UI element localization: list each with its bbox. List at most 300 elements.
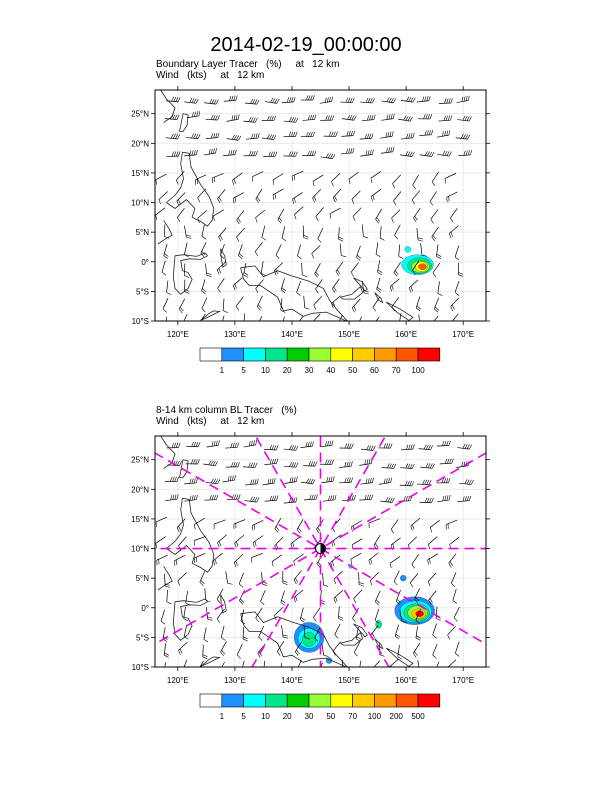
wind-barb <box>417 96 430 102</box>
wind-barb <box>184 478 197 484</box>
wind-barb <box>447 660 456 673</box>
lat-label: 10°N <box>131 544 149 554</box>
colorbar-swatch <box>374 348 396 361</box>
wind-barb <box>245 479 258 485</box>
tracer-contour <box>400 575 406 581</box>
wind-barb <box>265 98 279 103</box>
wind-barb <box>313 175 323 186</box>
wind-barb <box>282 226 286 240</box>
wind-barb <box>420 151 434 156</box>
wind-barb <box>352 299 360 312</box>
wind-barb <box>174 555 185 566</box>
wind-barb <box>331 173 340 186</box>
wind-barb <box>300 608 305 623</box>
wind-barb <box>281 663 286 677</box>
wind-barb <box>246 133 259 139</box>
wind-barb <box>458 263 463 277</box>
wind-barb <box>332 296 341 308</box>
wind-barb <box>301 479 315 484</box>
wind-barb <box>370 572 378 585</box>
lat-label: 10°S <box>131 663 149 672</box>
wind-barb <box>372 317 380 331</box>
coastline <box>166 498 213 572</box>
wind-barb <box>239 573 243 588</box>
colorbar-label: 1 <box>219 712 225 721</box>
wind-barb <box>394 262 401 276</box>
colorbar-swatch <box>244 348 266 361</box>
wind-barb <box>318 228 323 242</box>
colorbar-label: 10 <box>260 366 270 375</box>
wind-barb <box>262 572 268 585</box>
wind-barb <box>312 245 321 258</box>
storm-crosshair <box>110 426 500 696</box>
wind-barb <box>284 117 298 122</box>
coastline <box>241 266 349 322</box>
wind-barb <box>376 209 382 223</box>
colorbar-swatch <box>222 694 244 707</box>
wind-barb <box>166 317 171 331</box>
wind-barb <box>381 147 394 153</box>
wind-barb <box>338 606 343 620</box>
wind-barb <box>163 298 168 312</box>
wind-barb <box>186 134 200 139</box>
wind-barb <box>313 608 320 622</box>
wind-barb <box>313 189 321 202</box>
wind-barb <box>256 316 262 330</box>
wind-barb <box>223 299 228 313</box>
wind-barb <box>431 210 438 224</box>
colorbar-swatch <box>353 694 375 707</box>
wind-barb <box>341 131 354 137</box>
wind-barb <box>296 660 301 674</box>
wind-barb <box>401 97 415 102</box>
wind-barb <box>235 535 244 547</box>
wind-barb <box>339 227 344 241</box>
wind-barb <box>340 244 346 257</box>
colorbar-label: 50 <box>348 366 358 375</box>
colorbar-swatch <box>200 348 222 361</box>
wind-barb <box>161 610 165 625</box>
lat-label: 20°N <box>131 485 149 495</box>
wind-barb <box>323 573 329 586</box>
wind-barb <box>244 151 258 156</box>
wind-barb <box>177 519 185 532</box>
wind-barb <box>389 659 398 672</box>
wind-barb <box>437 130 450 137</box>
wind-barb <box>219 662 225 676</box>
colorbar-swatch <box>222 348 244 361</box>
wind-barb <box>263 661 268 675</box>
top-subtitle-line1: Boundary Layer Tracer (%) at 12 km <box>156 59 340 70</box>
wind-barb <box>252 520 263 530</box>
wind-barb <box>165 224 170 238</box>
wind-barb <box>245 99 259 104</box>
wind-barb <box>217 262 226 275</box>
wind-barb <box>430 520 439 532</box>
colorbar-swatch <box>265 694 287 707</box>
wind-barb <box>320 460 334 465</box>
wind-barb <box>362 115 375 121</box>
lon-label: 120°E <box>166 330 189 339</box>
wind-barb <box>333 189 341 202</box>
wind-barb <box>281 278 286 293</box>
wind-barb <box>262 134 276 139</box>
wind-barb <box>458 150 471 156</box>
coastline <box>161 90 175 123</box>
page-title: 2014-02-19_00:00:00 <box>210 34 402 56</box>
wind-barb <box>419 445 433 450</box>
wind-barb <box>417 480 431 485</box>
colorbar-swatch <box>265 348 287 361</box>
colorbar-label: 10 <box>260 712 270 721</box>
bottom-subtitle-line2: Wind (kts) at 12 km <box>156 416 265 427</box>
wind-barb <box>376 242 380 256</box>
wind-barb <box>351 553 361 564</box>
tracer-contour <box>302 632 316 646</box>
coastline <box>201 657 220 667</box>
wind-barb <box>225 443 239 448</box>
lon-label: 170°E <box>452 330 475 339</box>
wind-barb <box>204 628 208 642</box>
coastline <box>166 152 213 226</box>
tracer-contour <box>419 264 427 270</box>
wind-barb <box>392 210 401 223</box>
wind-barb <box>223 475 236 482</box>
lon-label: 150°E <box>338 330 360 339</box>
wind-barb <box>413 175 419 189</box>
wind-barb <box>451 572 456 587</box>
wind-barb <box>333 642 341 656</box>
wind-barb <box>398 116 412 121</box>
lat-label: 0° <box>141 257 149 267</box>
wind-barb <box>428 573 436 586</box>
wind-barb <box>353 208 361 221</box>
wind-barb <box>322 644 329 657</box>
wind-barb <box>244 313 249 327</box>
wind-barb <box>447 192 458 202</box>
wind-barb <box>446 520 457 530</box>
tracer-contour <box>405 246 411 252</box>
wind-barb <box>321 476 334 482</box>
wind-barb <box>438 115 451 121</box>
wind-barb <box>218 278 225 292</box>
wind-barb <box>360 150 373 156</box>
lat-label: 15°N <box>131 514 149 524</box>
wind-barb <box>312 314 320 327</box>
wind-barb <box>349 172 359 184</box>
wind-barb <box>237 644 242 658</box>
wind-barb <box>339 462 352 468</box>
wind-barb <box>377 278 382 293</box>
wind-barb <box>184 98 198 103</box>
wind-barb <box>430 316 438 330</box>
wind-barb <box>255 242 262 256</box>
wind-barb <box>194 536 205 545</box>
wind-barb <box>428 537 437 550</box>
wind-barb <box>167 281 171 295</box>
wind-barb <box>186 591 190 605</box>
wind-barb <box>428 554 438 565</box>
colorbar-label: 20 <box>282 712 292 721</box>
wind-barb <box>179 642 188 655</box>
colorbar-swatch <box>353 348 375 361</box>
wind-barb <box>416 626 421 640</box>
wind-barb <box>451 298 459 311</box>
wind-barb <box>167 590 172 604</box>
wind-barb <box>283 132 297 137</box>
wind-barb <box>256 189 262 203</box>
wind-barb <box>419 130 432 136</box>
wind-barb <box>436 606 441 620</box>
lat-label: 25°N <box>131 109 149 119</box>
wind-barb <box>297 281 301 296</box>
wind-barb <box>377 260 382 274</box>
wind-barb <box>302 151 316 156</box>
wind-barb <box>257 296 262 310</box>
wind-barb <box>400 481 414 486</box>
wind-barb <box>234 554 243 567</box>
wind-barb <box>303 115 316 121</box>
top-subtitle-line2: Wind (kts) at 12 km <box>156 70 265 81</box>
wind-barb <box>438 281 442 295</box>
colorbar-bottom <box>190 691 450 731</box>
coastline <box>386 302 413 320</box>
wind-barb <box>373 297 380 311</box>
lat-label: 5°N <box>135 228 149 238</box>
wind-barb <box>237 210 244 224</box>
wind-barb <box>184 495 197 501</box>
wind-barb <box>262 226 266 240</box>
wind-barb <box>177 208 184 222</box>
wind-barb <box>187 111 200 118</box>
wind-barb <box>459 479 473 484</box>
wind-barb <box>238 244 243 259</box>
colorbar-top <box>190 345 450 385</box>
wind-barb <box>401 444 414 449</box>
lon-label: 140°E <box>281 676 303 685</box>
wind-barb <box>335 624 340 638</box>
wind-barb <box>155 208 165 220</box>
lat-label: 5°S <box>136 287 149 297</box>
wind-barb <box>432 227 439 241</box>
lon-label: 170°E <box>452 676 475 685</box>
wind-barb <box>340 98 354 103</box>
colorbar-swatch <box>244 694 266 707</box>
wind-barb <box>360 98 374 103</box>
wind-barb <box>202 298 207 312</box>
wind-barb <box>433 644 438 659</box>
wind-barb <box>341 148 354 154</box>
lat-label: 5°N <box>135 574 149 584</box>
wind-barb <box>332 279 339 293</box>
wind-barb <box>457 496 470 502</box>
wind-barb <box>236 297 243 311</box>
wind-barb <box>336 262 343 276</box>
wind-barb <box>273 189 283 200</box>
wind-barb <box>204 99 218 104</box>
wind-barb <box>381 114 394 121</box>
bottom-subtitle-line1: 8-14 km column BL Tracer (%) <box>156 405 297 416</box>
lat-label: 10°S <box>131 317 149 326</box>
wind-barb <box>218 189 226 203</box>
lat-label: 25°N <box>131 455 149 465</box>
wind-barb <box>256 279 264 292</box>
wind-barb <box>213 210 223 221</box>
wind-barb <box>162 261 166 276</box>
map-panel-bottom <box>110 426 500 696</box>
wind-barb <box>195 175 206 185</box>
wind-barb <box>263 152 277 157</box>
wind-barb <box>165 494 178 500</box>
wind-barb <box>455 642 459 657</box>
wind-barb <box>164 574 170 587</box>
wind-barb <box>226 462 240 467</box>
colorbar-label: 40 <box>326 366 336 375</box>
wind-barb <box>398 645 402 659</box>
wind-barb <box>390 556 400 568</box>
wind-barb <box>400 464 414 469</box>
wind-barb <box>411 518 420 530</box>
wind-barb <box>416 296 421 311</box>
wind-barb <box>297 244 301 259</box>
wind-barb <box>412 554 419 568</box>
wind-barb <box>450 537 459 549</box>
wind-barb <box>381 97 395 102</box>
wind-barb <box>244 263 249 277</box>
wind-barb <box>351 263 358 277</box>
wind-barb <box>430 191 437 205</box>
wind-barb <box>184 607 188 621</box>
wind-barb <box>400 151 414 156</box>
wind-barb <box>320 97 333 104</box>
colorbar-label: 5 <box>241 712 246 721</box>
lon-label: 150°E <box>338 676 360 685</box>
lat-label: 5°S <box>136 633 149 643</box>
wind-barb <box>433 263 440 277</box>
colorbar-swatch <box>200 694 222 707</box>
colorbar-label: 20 <box>282 366 292 375</box>
wind-barb <box>392 175 400 188</box>
wind-barb <box>206 115 220 120</box>
wind-barb <box>410 574 418 588</box>
wind-barb <box>282 625 288 638</box>
wind-barb <box>380 226 384 240</box>
wind-barb <box>369 553 378 565</box>
wind-barb <box>356 246 361 261</box>
wind-barb <box>432 172 439 186</box>
wind-barb <box>359 661 363 675</box>
wind-barb <box>205 588 211 601</box>
wind-barb <box>302 263 307 277</box>
colorbar-label: 70 <box>391 366 401 375</box>
wind-barb <box>184 264 189 278</box>
colorbar-label: 100 <box>367 712 382 721</box>
wind-barb <box>272 555 282 567</box>
wind-barb <box>232 173 242 185</box>
wind-barb <box>339 477 353 482</box>
wind-barb <box>320 115 334 120</box>
wind-barb <box>449 554 456 568</box>
wind-barb <box>420 463 434 468</box>
wind-barb <box>262 478 275 485</box>
wind-barb <box>301 95 315 100</box>
wind-barb <box>186 442 200 447</box>
wind-barb <box>457 116 471 121</box>
wind-barb <box>221 626 225 640</box>
lon-label: 130°E <box>223 330 246 339</box>
wind-barb <box>391 520 398 534</box>
coastline <box>341 287 363 300</box>
wind-barb <box>419 498 433 503</box>
wind-barb <box>439 98 453 103</box>
wind-barb <box>265 495 278 501</box>
wind-barb <box>457 444 471 449</box>
colorbar-swatch <box>287 348 309 361</box>
wind-barb <box>360 478 373 484</box>
wind-barb <box>437 495 450 502</box>
colorbar-label: 50 <box>326 712 336 721</box>
wind-barb <box>412 191 420 205</box>
wind-barb <box>179 299 185 313</box>
wind-barb <box>164 244 169 259</box>
lon-label: 160°E <box>395 676 418 685</box>
wind-barb <box>303 461 317 466</box>
wind-barb <box>221 642 227 656</box>
wind-barb <box>436 244 441 258</box>
wind-barb <box>203 460 217 465</box>
wind-barb <box>455 281 459 296</box>
wind-barb <box>205 264 211 277</box>
colorbar-label: 30 <box>304 366 314 375</box>
colorbar-label: 60 <box>369 366 379 375</box>
wind-barb <box>409 280 418 293</box>
wind-barb <box>434 662 439 676</box>
coastline <box>201 311 220 321</box>
wind-barb <box>359 495 372 500</box>
wind-barb <box>339 443 353 448</box>
wind-barb <box>284 151 298 156</box>
wind-barb <box>296 316 303 330</box>
map-panel-top <box>110 80 500 350</box>
wind-barb <box>380 497 394 502</box>
wind-barb <box>320 441 333 447</box>
wind-barb <box>164 662 168 676</box>
colorbar-label: 5 <box>241 366 246 375</box>
wind-barb <box>273 174 283 185</box>
wind-barb <box>165 477 179 482</box>
wind-barb <box>278 209 284 223</box>
colorbar-swatch <box>331 694 353 707</box>
wind-barb <box>212 173 223 182</box>
wind-barb <box>274 262 283 275</box>
colorbar-swatch <box>396 694 418 707</box>
wind-barb <box>241 661 245 676</box>
wind-barb <box>304 296 310 309</box>
wind-barb <box>284 445 298 450</box>
wind-barb <box>315 263 321 277</box>
wind-barb <box>234 520 245 529</box>
wind-barb <box>301 132 315 137</box>
wind-barb <box>213 553 222 565</box>
lat-label: 10°N <box>131 198 149 208</box>
coastline <box>375 293 383 303</box>
wind-barb <box>392 297 399 311</box>
wind-barb <box>226 114 239 121</box>
wind-barb <box>194 553 205 563</box>
wind-barb <box>217 609 224 623</box>
wind-barb <box>445 173 456 183</box>
wind-barb <box>206 133 219 139</box>
